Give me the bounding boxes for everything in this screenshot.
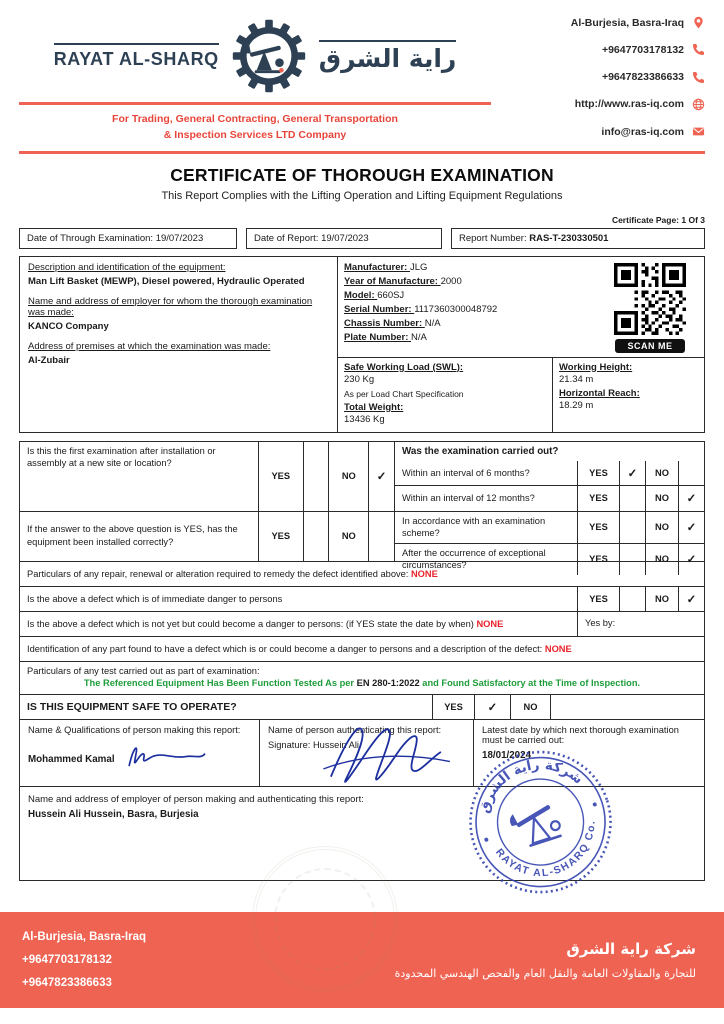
working-height-block <box>552 358 704 432</box>
report-meta-row <box>19 228 705 249</box>
footer-company-name-ar: شركة راية الشرق <box>566 940 696 958</box>
plate-row <box>344 331 598 345</box>
no-label-cell: NO <box>510 695 550 719</box>
yes-label-cell: YES <box>577 512 619 543</box>
maker-signature-icon <box>119 741 211 773</box>
contact-email <box>503 125 705 138</box>
report-date-value: 19/07/2023 <box>321 232 369 244</box>
checkbox-cell-scheme-no: ✓ <box>678 512 704 543</box>
no-label-cell: NO <box>645 461 678 486</box>
equipment-premises-value: Al-Zubair <box>28 354 70 366</box>
yes-label-cell: YES <box>577 486 619 511</box>
question-scheme-row <box>395 512 704 543</box>
no-label-cell: NO <box>645 587 678 611</box>
checkbox-cell-6m-no <box>678 461 704 486</box>
question-first-exam: Is this the first examination after installation or assembly at a new site or location? <box>27 445 216 469</box>
defect-identification-label: Identification of any part found to have a defect which is or could become a danger to persons and a description of the defect: <box>27 643 545 654</box>
swl-label: Safe Working Load (SWL): <box>344 361 464 373</box>
location-icon <box>692 16 705 29</box>
working-height-label: Working Height: <box>559 361 633 373</box>
serial-value: 1117360300048792 <box>414 304 498 316</box>
report-date-cell <box>246 228 442 249</box>
yes-label-cell: YES <box>258 442 303 511</box>
swl-note: As per Load Chart Specification <box>344 388 464 399</box>
qr-code-icon <box>614 263 686 335</box>
checkbox-cell-safe-no <box>550 695 704 719</box>
question-12-months: Within an interval of 12 months? <box>401 493 535 503</box>
question-examination-scheme: In accordance with an examination scheme? <box>401 515 546 539</box>
working-height-value: 21.34 m <box>559 373 594 385</box>
report-maker-name: Mohammed Kamal <box>28 753 115 765</box>
tagline-line2: & Inspection Services LTD Company <box>163 128 347 141</box>
checkbox-cell-safe-yes: ✓ <box>474 695 510 719</box>
checkbox-cell-12m-yes <box>619 486 645 511</box>
company-name-en: RAYAT AL-SHARQ <box>54 43 219 70</box>
year-label: Year of Manufacture: <box>344 276 441 288</box>
test-particulars-row <box>20 661 704 694</box>
plate-label: Plate Number: <box>344 332 412 344</box>
question-band-first-exam <box>20 442 704 511</box>
no-label-cell: NO <box>328 512 368 561</box>
report-number-cell <box>451 228 705 249</box>
company-name-ar: راية الشرق <box>319 40 457 73</box>
qr-scan-label: SCAN ME <box>615 339 684 353</box>
repair-particulars-value: NONE <box>410 568 438 579</box>
equipment-description-value: Man Lift Basket (MEWP), Diesel powered, Hydraulic Operated <box>28 275 305 287</box>
equipment-employer-label: Name and address of employer for whom the thorough examination was made: <box>28 295 313 318</box>
report-maker-label: Name & Qualifications of person making this report: <box>28 724 241 735</box>
checkbox-cell-exceptional-no: ✓ <box>678 544 704 575</box>
stamp-english-text: RAYAT AL-SHARQ Co. <box>493 819 598 880</box>
contact-address-text: Al-Burjesia, Basra-Iraq <box>570 16 684 29</box>
letterhead-brand <box>19 10 503 150</box>
yes-label-cell: YES <box>577 544 619 575</box>
swl-block <box>338 358 552 432</box>
equipment-right-column <box>338 257 704 432</box>
manufacturer-label: Manufacturer: <box>344 262 410 274</box>
checkbox-cell-first-no: ✓ <box>368 442 394 511</box>
question-installed-correctly: If the answer to the above question is YES, has the equipment been installed correctly? <box>27 524 238 548</box>
phone-icon <box>692 71 705 84</box>
question-6-months-row <box>395 461 704 486</box>
report-date-label: Date of Report: <box>254 232 322 244</box>
checkbox-cell-installed-no <box>368 512 394 561</box>
equipment-employer-value: KANCO Company <box>28 320 109 332</box>
serial-row <box>344 303 598 317</box>
footer-bar <box>0 912 724 1008</box>
authenticator-signature-line: Signature: Hussein Ali <box>268 739 359 750</box>
report-authenticator-label: Name of person authenticating this report: <box>268 724 442 735</box>
examination-questions-table <box>19 441 705 720</box>
future-danger-row <box>20 611 704 636</box>
checkbox-cell-scheme-yes <box>619 512 645 543</box>
defect-identification-row <box>20 636 704 661</box>
checkbox-cell-immediate-no: ✓ <box>678 587 704 611</box>
equipment-premises-label: Address of premises at which the examination was made: <box>28 340 271 352</box>
report-authenticator-cell <box>259 720 473 786</box>
question-6-months: Within an interval of 6 months? <box>401 467 530 478</box>
checkbox-cell-installed-yes <box>303 512 329 561</box>
test-statement-pre: The Referenced Equipment Has Been Function Tested As per <box>83 677 357 688</box>
checkbox-cell-6m-yes: ✓ <box>619 461 645 486</box>
model-row <box>344 289 598 303</box>
qr-block <box>604 257 704 357</box>
no-label-cell: NO <box>328 442 368 511</box>
safe-to-operate-label: IS THIS EQUIPMENT SAFE TO OPERATE? <box>27 700 237 713</box>
tagline-line1: For Trading, General Contracting, General Transportation <box>112 112 398 125</box>
footer-company-desc-ar: للتجارة والمقاولات العامة والنقل العام والفحص الهندسي المحدودة <box>394 967 696 980</box>
test-standard: EN 280-1:2022 <box>356 677 420 688</box>
footer-address: Al-Burjesia, Basra-Iraq <box>22 930 146 943</box>
no-label-cell: NO <box>645 512 678 543</box>
footer-contact <box>22 926 146 995</box>
immediate-danger-row <box>20 586 704 611</box>
stamp-pumpjack-icon <box>508 801 563 850</box>
swl-value: 230 Kg <box>344 373 375 385</box>
contact-email-text: info@ras-iq.com <box>601 125 684 138</box>
stamp-arabic-text: شركة راية الشرق <box>476 756 586 815</box>
future-danger-value: NONE <box>476 618 504 629</box>
manufacturer-row <box>344 261 598 275</box>
email-icon <box>692 125 705 138</box>
globe-icon <box>692 98 705 111</box>
total-weight-value: 13436 Kg <box>344 413 385 425</box>
yes-label-cell: YES <box>258 512 303 561</box>
plate-value: N/A <box>411 332 427 344</box>
signing-employer-label: Name and address of employer of person making and authenticating this report: <box>28 793 364 805</box>
contact-block <box>503 10 705 150</box>
immediate-danger-label: Is the above a defect which is of immediate danger to persons <box>27 593 283 604</box>
year-row <box>344 275 598 289</box>
horizontal-reach-value: 18.29 m <box>559 399 594 411</box>
model-value: 660SJ <box>377 290 405 302</box>
checkbox-cell-immediate-yes <box>619 587 645 611</box>
test-particulars-label: Particulars of any test carried out as part of examination: <box>27 665 260 676</box>
no-label-cell: NO <box>645 486 678 511</box>
no-label-cell: NO <box>645 544 678 575</box>
chassis-value: N/A <box>424 318 441 330</box>
carried-out-header: Was the examination carried out? <box>401 445 559 457</box>
checkbox-cell-first-yes <box>303 442 329 511</box>
repair-particulars-label: Particulars of any repair, renewal or alteration required to remedy the defect identified above: <box>27 568 411 579</box>
contact-address <box>503 16 705 29</box>
serial-label: Serial Number: <box>344 304 415 316</box>
yes-label-cell: YES <box>577 461 619 486</box>
chassis-label: Chassis Number: <box>344 318 425 330</box>
yes-label-cell: YES <box>577 587 619 611</box>
footer-phone-1: +9647703178132 <box>22 953 112 966</box>
total-weight-label: Total Weight: <box>344 401 404 413</box>
signing-employer-value: Hussein Ali Hussein, Basra, Burjesia <box>28 808 199 820</box>
yes-by-cell: Yes by: <box>577 612 704 636</box>
footer-phone-2: +9647823386633 <box>22 976 112 989</box>
question-12-months-row <box>395 485 704 511</box>
defect-identification-value: NONE <box>544 643 572 654</box>
manufacturer-value: JLG <box>409 262 428 274</box>
model-label: Model: <box>344 290 378 302</box>
repair-particulars-row <box>20 561 704 586</box>
phone-icon <box>692 43 705 56</box>
contact-phone-2 <box>503 71 705 84</box>
future-danger-label: Is the above a defect which is not yet but could become a danger to persons: (if YES state the date by when) <box>27 618 477 629</box>
certificate-subtitle: This Report Complies with the Lifting Operation and Lifting Equipment Regulations <box>161 189 563 202</box>
equipment-details-table <box>19 256 705 433</box>
question-exceptional-circumstances: After the occurrence of exceptional circumstances? <box>401 547 546 571</box>
question-band-installed <box>20 511 704 571</box>
contact-phone-1 <box>503 43 705 56</box>
exam-date-cell <box>19 228 237 249</box>
report-number-label: Report Number: <box>459 232 530 244</box>
year-value: 2000 <box>440 276 462 288</box>
letterhead <box>19 10 705 150</box>
header-divider-bottom <box>19 151 705 154</box>
certificate-page-number: Certificate Page: 1 Of 3 <box>611 214 705 225</box>
equipment-description-label: Description and identification of the equipment: <box>28 261 226 273</box>
contact-website <box>503 98 705 111</box>
certificate-title: CERTIFICATE OF THOROUGH EXAMINATION <box>170 164 554 185</box>
horizontal-reach-label: Horizontal Reach: <box>559 387 640 399</box>
next-exam-label: Latest date by which next thorough examination must be carried out: <box>482 724 679 745</box>
equipment-spec-list <box>338 257 604 357</box>
safe-to-operate-row <box>20 694 704 719</box>
contact-website-text: http://www.ras-iq.com <box>574 98 684 111</box>
next-exam-date: 18/01/2024 <box>482 749 532 761</box>
footer-company-arabic <box>395 940 696 980</box>
chassis-row <box>344 317 598 331</box>
checkbox-cell-12m-no: ✓ <box>678 486 704 511</box>
test-statement-post: and Found Satisfactory at the Time of Inspection. <box>419 677 641 688</box>
gear-pumpjack-logo-icon <box>229 14 309 98</box>
exam-date-value: 19/07/2023 <box>155 232 204 244</box>
company-tagline <box>19 105 491 151</box>
yes-label-cell: YES <box>432 695 474 719</box>
exam-date-label: Date of Through Examination: <box>27 232 156 244</box>
equipment-left-column <box>20 257 338 432</box>
report-number-value: RAS-T-230330501 <box>529 232 609 244</box>
contact-phone1-text: +9647703178132 <box>601 43 684 56</box>
report-maker-cell <box>20 720 259 786</box>
contact-phone2-text: +9647823386633 <box>601 71 684 83</box>
